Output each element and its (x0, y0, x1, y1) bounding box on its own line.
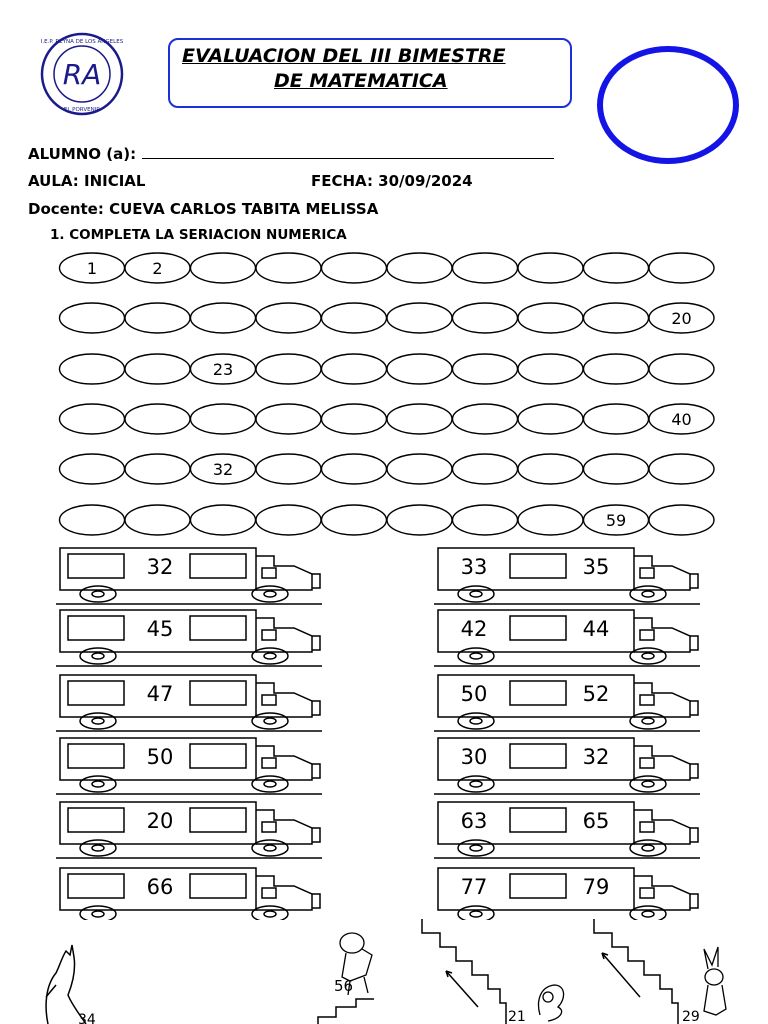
truck-number: 50 (460, 682, 488, 706)
truck-number: 65 (582, 809, 610, 833)
truck-number: 52 (582, 682, 610, 706)
series-oval[interactable] (60, 253, 125, 283)
truck-number: 50 (146, 745, 174, 769)
truck-answer-box[interactable] (510, 681, 566, 705)
series-oval[interactable] (518, 505, 583, 535)
truck-answer-box[interactable] (190, 616, 246, 640)
truck (434, 675, 700, 731)
series-oval[interactable] (584, 404, 649, 434)
truck-answer-box[interactable] (510, 554, 566, 578)
truck-number: 44 (582, 617, 610, 641)
series-oval[interactable] (60, 505, 125, 535)
docente-label: Docente: CUEVA CARLOS TABITA MELISSA (28, 200, 379, 218)
series-oval[interactable] (256, 354, 321, 384)
truck-answer-box[interactable] (190, 808, 246, 832)
series-oval[interactable] (256, 454, 321, 484)
series-oval[interactable] (60, 303, 125, 333)
series-oval[interactable] (387, 354, 452, 384)
series-oval[interactable] (191, 454, 256, 484)
truck-number: 63 (460, 809, 488, 833)
series-oval[interactable] (453, 404, 518, 434)
truck-answer-box[interactable] (190, 681, 246, 705)
series-oval[interactable] (518, 303, 583, 333)
logo-ring-text-top: I.E.P. REYNA DE LOS ANGELES (40, 39, 124, 45)
stairs-c (594, 919, 678, 1024)
series-oval[interactable] (191, 303, 256, 333)
question-1-instruction: 1. COMPLETA LA SERIACION NUMERICA (50, 227, 347, 243)
series-number: 1 (86, 259, 98, 278)
truck-answer-box[interactable] (190, 874, 246, 898)
truck-number: 79 (582, 875, 610, 899)
series-oval[interactable] (518, 454, 583, 484)
series-number: 32 (212, 460, 234, 479)
truck-answer-box[interactable] (68, 808, 124, 832)
series-oval[interactable] (649, 404, 714, 434)
series-oval[interactable] (191, 404, 256, 434)
series-oval[interactable] (322, 454, 387, 484)
truck (434, 868, 700, 920)
truck (56, 548, 322, 604)
series-oval[interactable] (125, 253, 190, 283)
series-oval[interactable] (649, 303, 714, 333)
series-oval[interactable] (387, 303, 452, 333)
truck (56, 738, 322, 794)
series-oval[interactable] (256, 505, 321, 535)
series-number: 2 (152, 259, 163, 278)
series-oval[interactable] (387, 253, 452, 283)
fecha-label: FECHA: 30/09/2024 (311, 172, 473, 190)
truck-answer-box[interactable] (68, 616, 124, 640)
truck-answer-box[interactable] (510, 744, 566, 768)
series-oval[interactable] (453, 505, 518, 535)
series-oval[interactable] (649, 505, 714, 535)
truck (56, 868, 322, 920)
series-oval[interactable] (60, 354, 125, 384)
series-oval[interactable] (191, 253, 256, 283)
truck-number: 33 (460, 555, 488, 579)
truck-number: 32 (582, 745, 610, 769)
series-oval[interactable] (387, 505, 452, 535)
trucks-exercise (0, 540, 768, 920)
bottom-illustrations (0, 915, 768, 1024)
truck-answer-box[interactable] (68, 874, 124, 898)
stairs-a (318, 999, 374, 1024)
series-oval[interactable] (322, 253, 387, 283)
truck-answer-box[interactable] (190, 744, 246, 768)
logo-initials: RA (62, 58, 102, 91)
series-oval[interactable] (584, 354, 649, 384)
series-oval[interactable] (256, 404, 321, 434)
truck-number: 20 (146, 809, 174, 833)
series-oval[interactable] (518, 404, 583, 434)
truck-number: 45 (146, 617, 174, 641)
series-oval[interactable] (453, 454, 518, 484)
truck-number: 30 (460, 745, 488, 769)
series-oval[interactable] (322, 354, 387, 384)
exam-title-line2: DE MATEMATICA (274, 70, 448, 92)
series-oval[interactable] (584, 253, 649, 283)
stairs-b-number: 21 (508, 1009, 526, 1024)
series-oval[interactable] (256, 253, 321, 283)
truck-answer-box[interactable] (68, 744, 124, 768)
series-oval[interactable] (191, 354, 256, 384)
truck-answer-box[interactable] (190, 554, 246, 578)
series-oval[interactable] (191, 505, 256, 535)
series-number: 20 (671, 309, 692, 328)
series-oval[interactable] (125, 505, 190, 535)
series-oval[interactable] (518, 354, 583, 384)
series-oval[interactable] (125, 303, 190, 333)
series-oval[interactable] (453, 303, 518, 333)
series-oval[interactable] (322, 303, 387, 333)
series-oval[interactable] (322, 505, 387, 535)
series-oval[interactable] (649, 354, 714, 384)
series-oval[interactable] (649, 253, 714, 283)
aula-label: AULA: INICIAL (28, 172, 146, 190)
kangaroo-number: 34 (78, 1012, 96, 1024)
truck-number: 77 (460, 875, 488, 899)
truck-answer-box[interactable] (510, 874, 566, 898)
series-oval[interactable] (125, 404, 190, 434)
series-oval[interactable] (256, 303, 321, 333)
truck (434, 548, 700, 604)
truck-number: 47 (146, 682, 174, 706)
truck-number: 35 (582, 555, 610, 579)
series-oval[interactable] (125, 454, 190, 484)
series-oval[interactable] (60, 404, 125, 434)
squirrel-drawing (539, 985, 564, 1021)
truck-answer-box[interactable] (68, 681, 124, 705)
stairs-c-number: 29 (682, 1009, 700, 1024)
truck (434, 738, 700, 794)
exam-title-line1: EVALUACION DEL III BIMESTRE (182, 45, 506, 67)
series-oval[interactable] (125, 354, 190, 384)
series-number: 40 (671, 410, 692, 429)
series-number: 59 (605, 511, 627, 530)
truck-answer-box[interactable] (510, 616, 566, 640)
rabbit-drawing (704, 947, 726, 1015)
series-oval[interactable] (387, 454, 452, 484)
series-oval[interactable] (584, 303, 649, 333)
truck-number: 32 (146, 555, 174, 579)
series-oval[interactable] (518, 253, 583, 283)
student-label: ALUMNO (a): (28, 145, 137, 163)
series-oval[interactable] (649, 454, 714, 484)
truck (434, 610, 700, 666)
truck (56, 610, 322, 666)
truck (56, 802, 322, 858)
series-oval[interactable] (453, 253, 518, 283)
truck (434, 802, 700, 858)
series-oval[interactable] (584, 505, 649, 535)
truck (56, 675, 322, 731)
series-number: 23 (212, 360, 234, 379)
series-oval[interactable] (584, 454, 649, 484)
series-oval[interactable] (322, 404, 387, 434)
series-oval[interactable] (453, 354, 518, 384)
truck-number: 66 (146, 875, 174, 899)
truck-number: 42 (460, 617, 488, 641)
truck-answer-box[interactable] (68, 554, 124, 578)
stairs-a-number: 56 (334, 977, 354, 995)
series-oval[interactable] (60, 454, 125, 484)
series-oval[interactable] (387, 404, 452, 434)
stairs-b (422, 919, 506, 1024)
truck-answer-box[interactable] (510, 808, 566, 832)
logo-ring-text-bottom: EL PORVENIR (63, 107, 101, 113)
